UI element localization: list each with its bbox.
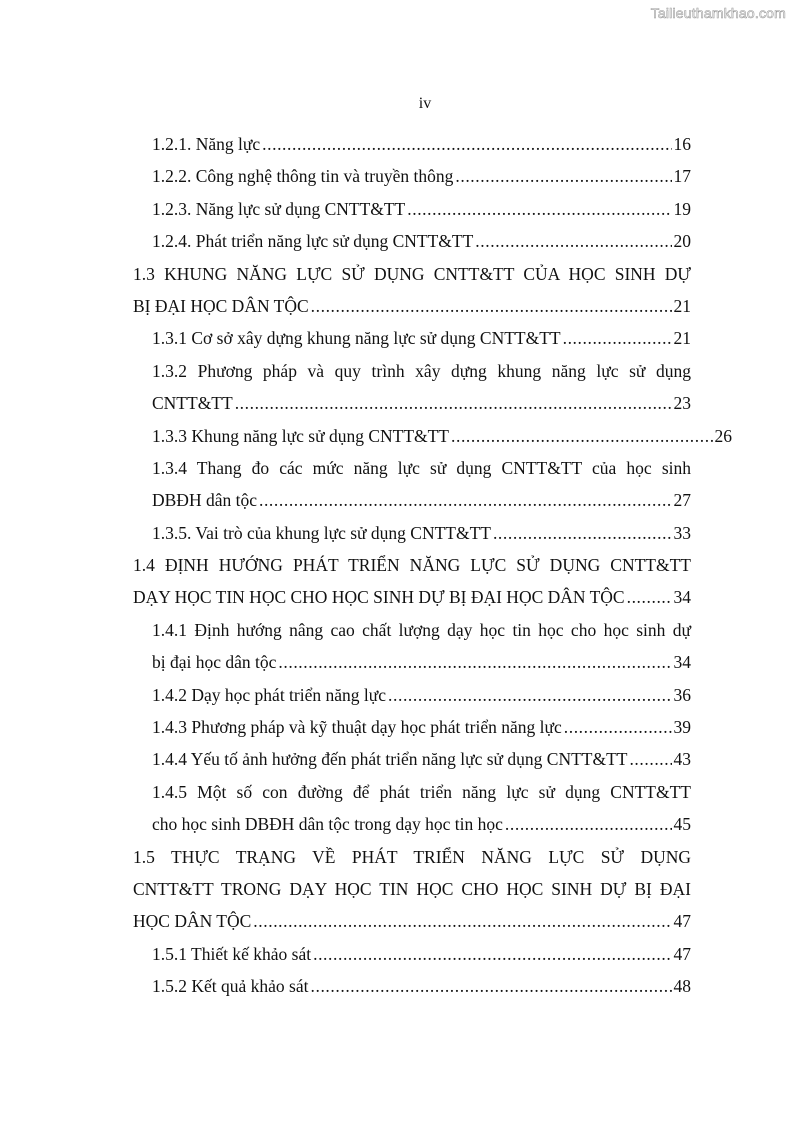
toc-entry-text: HỌC DÂN TỘC: [133, 911, 252, 932]
toc-line: [0, 841, 794, 873]
toc-entry[interactable]: [152, 646, 691, 678]
toc-page-number: 33: [673, 522, 691, 543]
toc-entry-text: 1.4.4 Yếu tố ảnh hưởng đến phát triển năng lực sử dụng CNTT&TT: [152, 749, 628, 770]
toc-entry-text: 1.4.1 Định hướng nâng cao chất lượng dạy học tin học cho học sinh dự: [152, 619, 691, 640]
toc-entry-text: DẠY HỌC TIN HỌC CHO HỌC SINH DỰ BỊ ĐẠI HỌC DÂN TỘC: [133, 587, 625, 608]
toc-entry[interactable]: [152, 128, 691, 160]
toc-entry-text: 1.3 KHUNG NĂNG LỰC SỬ DỤNG CNTT&TT CỦA HỌC SINH DỰ: [133, 263, 691, 284]
dot-leader: [262, 128, 671, 160]
toc-page-number: 34: [673, 587, 691, 608]
toc-entry[interactable]: [152, 679, 691, 711]
toc-entry-text: 1.4 ĐỊNH HƯỚNG PHÁT TRIỂN NĂNG LỰC SỬ DỤNG CNTT&TT: [133, 555, 691, 576]
toc-entry[interactable]: [152, 808, 691, 840]
toc-page-number: 21: [673, 328, 691, 349]
toc-page-number: 19: [673, 198, 691, 219]
dot-leader: [278, 646, 671, 678]
toc-entry-text: 1.2.2. Công nghệ thông tin và truyền thông: [152, 166, 454, 187]
toc-entry[interactable]: [152, 322, 691, 354]
toc-entry[interactable]: [152, 225, 691, 257]
toc-line: [0, 160, 794, 192]
dot-leader: [505, 808, 672, 840]
toc-line: [0, 873, 794, 905]
dot-leader: [563, 322, 672, 354]
toc-entry-text: 1.3.3 Khung năng lực sử dụng CNTT&TT: [152, 425, 449, 446]
toc-line: [0, 776, 794, 808]
toc-entry-text: 1.3.4 Thang đo các mức năng lực sử dụng CNTT&TT của học sinh: [152, 457, 691, 478]
toc-entry-text: cho học sinh DBĐH dân tộc trong dạy học tin học: [152, 814, 503, 835]
dot-leader: [493, 517, 672, 549]
dot-leader: [235, 387, 672, 419]
toc-entry-text: BỊ ĐẠI HỌC DÂN TỘC: [133, 295, 309, 316]
toc-page-number: 47: [673, 943, 691, 964]
page-number: iv: [418, 95, 432, 112]
toc-entry-text: 1.4.3 Phương pháp và kỹ thuật dạy học phát triển năng lực: [152, 717, 562, 738]
toc-line: [0, 743, 794, 775]
dot-leader: [311, 970, 672, 1002]
toc-line: [0, 484, 794, 516]
toc-entry[interactable]: [133, 905, 691, 937]
toc-entry[interactable]: [152, 160, 691, 192]
watermark-text: Tailieuthamkhao.com: [650, 5, 786, 21]
toc-line: [0, 420, 794, 452]
toc-line: [0, 355, 794, 387]
toc-entry-text: 1.2.1. Năng lực: [152, 134, 261, 154]
toc-line: [0, 646, 794, 678]
toc-entry-text: 1.5.2 Kết quả khảo sát: [152, 976, 309, 997]
toc-line: [0, 387, 794, 419]
toc-page-number: 34: [673, 652, 691, 673]
toc-page-number: 36: [673, 684, 691, 705]
toc-entry[interactable]: [152, 517, 691, 549]
toc-line: [0, 322, 794, 354]
toc-line: [0, 225, 794, 257]
toc-page-number: 43: [673, 749, 691, 770]
toc-entry-text: 1.3.2 Phương pháp và quy trình xây dựng khung năng lực sử dụng: [152, 360, 691, 381]
toc-line: [0, 711, 794, 743]
toc-entry-text: 1.5.1 Thiết kế khảo sát: [152, 943, 312, 964]
toc-line: [0, 128, 794, 160]
toc-page-number: 48: [673, 976, 691, 997]
dot-leader: [253, 905, 671, 937]
dot-leader: [388, 679, 671, 711]
dot-leader: [311, 290, 672, 322]
toc-entry[interactable]: [152, 711, 691, 743]
toc-line: [0, 290, 794, 322]
toc-line: [0, 905, 794, 937]
toc-entry[interactable]: [152, 387, 691, 419]
toc-entry-text: bị đại học dân tộc: [152, 652, 277, 673]
toc-page-number: 23: [673, 393, 691, 414]
table-of-contents: [0, 128, 794, 1003]
toc-line: [0, 614, 794, 646]
toc-entry[interactable]: [152, 420, 732, 452]
toc-entry-text: 1.3.5. Vai trò của khung lực sử dụng CNTT&TT: [152, 522, 491, 543]
toc-line: [0, 679, 794, 711]
toc-page-number: 47: [673, 911, 691, 932]
toc-entry-text: 1.4.2 Dạy học phát triển năng lực: [152, 684, 387, 705]
toc-entry-text: 1.5 THỰC TRẠNG VỀ PHÁT TRIỂN NĂNG LỰC SỬ DỤNG: [133, 846, 691, 867]
toc-page-number: 21: [673, 295, 691, 316]
toc-page-number: 16: [673, 134, 691, 154]
toc-entry[interactable]: [152, 484, 691, 516]
dot-leader: [259, 484, 672, 516]
toc-line: [0, 808, 794, 840]
dot-leader: [455, 160, 671, 192]
toc-entry-text: 1.2.3. Năng lực sử dụng CNTT&TT: [152, 198, 406, 219]
toc-entry[interactable]: [133, 290, 691, 322]
toc-entry[interactable]: [152, 743, 691, 775]
toc-page-number: 27: [673, 490, 691, 511]
dot-leader: [564, 711, 672, 743]
dot-leader: [475, 225, 671, 257]
toc-line: [0, 549, 794, 581]
toc-page-number: 17: [673, 166, 691, 187]
dot-leader: [629, 743, 671, 775]
toc-line: [0, 581, 794, 613]
toc-entry-text: DBĐH dân tộc: [152, 490, 257, 511]
toc-line: [0, 938, 794, 970]
toc-line: [0, 517, 794, 549]
toc-entry-text: 1.4.5 Một số con đường để phát triển năng lực sử dụng CNTT&TT: [152, 781, 691, 802]
toc-entry-text: CNTT&TT TRONG DẠY HỌC TIN HỌC CHO HỌC SINH DỰ BỊ ĐẠI: [133, 878, 691, 899]
dot-leader: [627, 581, 672, 613]
toc-page-number: 45: [673, 814, 691, 835]
dot-leader: [451, 420, 713, 452]
toc-entry-text: 1.2.4. Phát triển năng lực sử dụng CNTT&TT: [152, 231, 474, 252]
dot-leader: [407, 193, 671, 225]
toc-line: [0, 193, 794, 225]
toc-entry-text: CNTT&TT: [152, 393, 233, 414]
toc-line: [0, 452, 794, 484]
toc-entry[interactable]: [133, 581, 691, 613]
toc-entry[interactable]: [152, 193, 691, 225]
dot-leader: [313, 938, 671, 970]
toc-entry-text: 1.3.1 Cơ sở xây dựng khung năng lực sử dụng CNTT&TT: [152, 328, 561, 349]
toc-line: [0, 258, 794, 290]
toc-page-number: 20: [673, 231, 691, 252]
toc-entry[interactable]: [152, 970, 691, 1002]
toc-line: [0, 970, 794, 1002]
toc-page-number: 39: [673, 717, 691, 738]
toc-entry[interactable]: [152, 938, 691, 970]
toc-page-number: 26: [714, 425, 732, 446]
